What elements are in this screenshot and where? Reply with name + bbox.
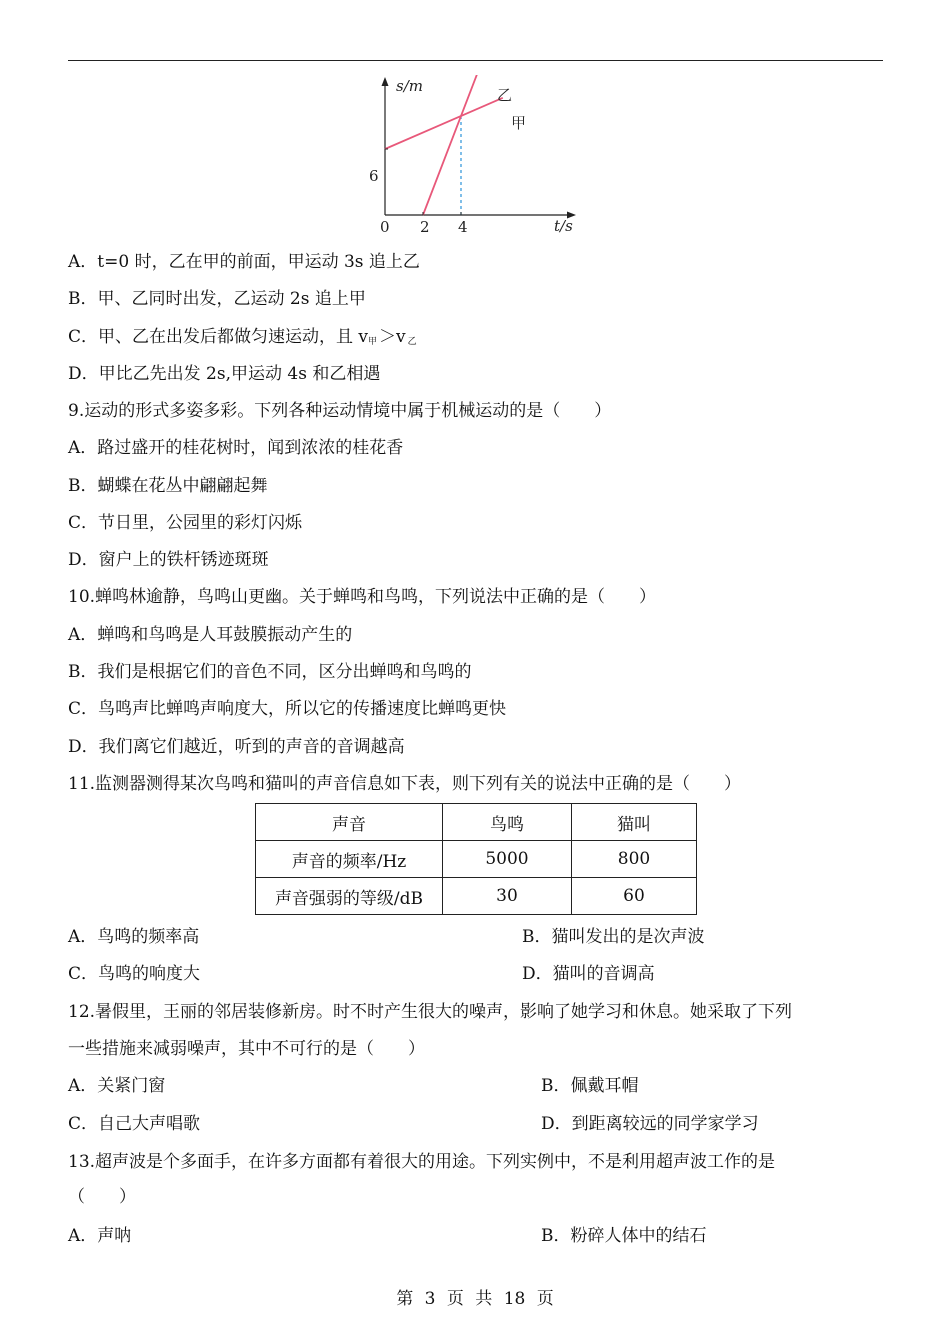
- q11-table: [255, 803, 697, 915]
- table-cell: 800: [572, 841, 697, 878]
- q11-option-b[interactable]: B．猫叫发出的是次声波: [522, 927, 705, 947]
- q10-option-a[interactable]: A．蝉鸣和鸟鸣是人耳鼓膜振动产生的: [68, 625, 353, 645]
- table-row: [256, 878, 697, 915]
- q12-option-c[interactable]: C．自己大声唱歌: [68, 1114, 201, 1134]
- q13-stem-line1: 13.超声波是个多面手，在许多方面都有着很大的用途。下列实例中，不是利用超声波工作的是: [68, 1152, 776, 1172]
- q8-option-c-sub-jia: 甲: [368, 337, 378, 347]
- table-header-cell: 声音: [256, 804, 443, 841]
- q8-option-c-text: C．甲、乙在出发后都做匀速运动，且 v: [68, 327, 369, 347]
- q8-option-d[interactable]: D．甲比乙先出发 2s,甲运动 4s 和乙相遇: [68, 364, 381, 384]
- q10-option-d[interactable]: D．我们离它们越近，听到的声音的音调越高: [68, 737, 405, 757]
- x-axis-label: t/s: [554, 217, 573, 235]
- q11-option-c[interactable]: C．鸟鸣的响度大: [68, 964, 201, 984]
- y-tick-label-6: 6: [369, 167, 379, 185]
- q12-option-d[interactable]: D．到距离较远的同学家学习: [541, 1114, 759, 1134]
- q12-stem-line2: 一些措施来减弱噪声，其中不可行的是（ ）: [68, 1039, 425, 1059]
- q8-option-c-sub-yi: 乙: [407, 337, 417, 347]
- table-cell: 声音的频率/Hz: [256, 841, 443, 878]
- series-line-jia: [385, 98, 503, 149]
- table-cell: 30: [443, 878, 572, 915]
- table-header-cell: 猫叫: [572, 804, 697, 841]
- series-line-yi: [423, 75, 480, 215]
- table-cell: 60: [572, 878, 697, 915]
- series-label-jia: 甲: [511, 114, 527, 132]
- q10-option-c[interactable]: C．鸟鸣声比蝉鸣声响度大，所以它的传播速度比蝉鸣更快: [68, 699, 507, 719]
- s-t-graph: [360, 75, 590, 235]
- q9-option-a[interactable]: A．路过盛开的桂花树时，闻到浓浓的桂花香: [68, 438, 404, 458]
- q13-option-b[interactable]: B．粉碎人体中的结石: [541, 1226, 707, 1246]
- q10-stem: 10.蝉鸣林逾静，鸟鸣山更幽。关于蝉鸣和鸟鸣，下列说法中正确的是（ ）: [68, 587, 657, 607]
- header-rule: [68, 60, 883, 61]
- q8-option-c[interactable]: [68, 325, 417, 354]
- table-row: [256, 804, 697, 841]
- q9-option-d[interactable]: D．窗户上的铁杆锈迹斑斑: [68, 550, 269, 570]
- q11-option-a[interactable]: A．鸟鸣的频率高: [68, 927, 200, 947]
- table-header-cell: 鸟鸣: [443, 804, 572, 841]
- q9-option-b[interactable]: B．蝴蝶在花丛中翩翩起舞: [68, 476, 268, 496]
- q9-stem: 9.运动的形式多姿多彩。下列各种运动情境中属于机械运动的是（ ）: [68, 401, 612, 421]
- q8-option-b[interactable]: B．甲、乙同时出发，乙运动 2s 追上甲: [68, 289, 366, 309]
- q10-option-b[interactable]: B．我们是根据它们的音色不同，区分出蝉鸣和鸟鸣的: [68, 662, 472, 682]
- series-label-yi: 乙: [497, 86, 513, 104]
- q8-option-c-gt: ＞v: [379, 327, 406, 347]
- q11-option-d[interactable]: D．猫叫的音调高: [522, 964, 655, 984]
- q13-option-a[interactable]: A．声呐: [68, 1226, 132, 1246]
- q11-stem: 11.监测器测得某次鸟鸣和猫叫的声音信息如下表，则下列有关的说法中正确的是（ ）: [68, 774, 742, 794]
- y-axis-arrow: [382, 77, 389, 86]
- q13-stem-line2: （ ）: [68, 1187, 136, 1207]
- q9-option-c[interactable]: C．节日里，公园里的彩灯闪烁: [68, 513, 303, 533]
- q8-option-a[interactable]: A．t=0 时，乙在甲的前面，甲运动 3s 追上乙: [68, 252, 420, 272]
- q12-stem-line1: 12.暑假里，王丽的邻居装修新房。时不时产生很大的噪声，影响了她学习和休息。她采取了下列: [68, 1002, 793, 1022]
- y-axis-label: s/m: [396, 77, 423, 95]
- x-tick-label-0: 0: [380, 218, 390, 235]
- q12-option-a[interactable]: A．关紧门窗: [68, 1076, 166, 1096]
- table-cell: 声音强弱的等级/dB: [256, 878, 443, 915]
- table-cell: 5000: [443, 841, 572, 878]
- x-tick-label-4: 4: [458, 218, 468, 235]
- table-row: [256, 841, 697, 878]
- x-tick-label-2: 2: [420, 218, 430, 235]
- page-footer: 第 3 页 共 18 页: [396, 1289, 554, 1309]
- q12-option-b[interactable]: B．佩戴耳帽: [541, 1076, 639, 1096]
